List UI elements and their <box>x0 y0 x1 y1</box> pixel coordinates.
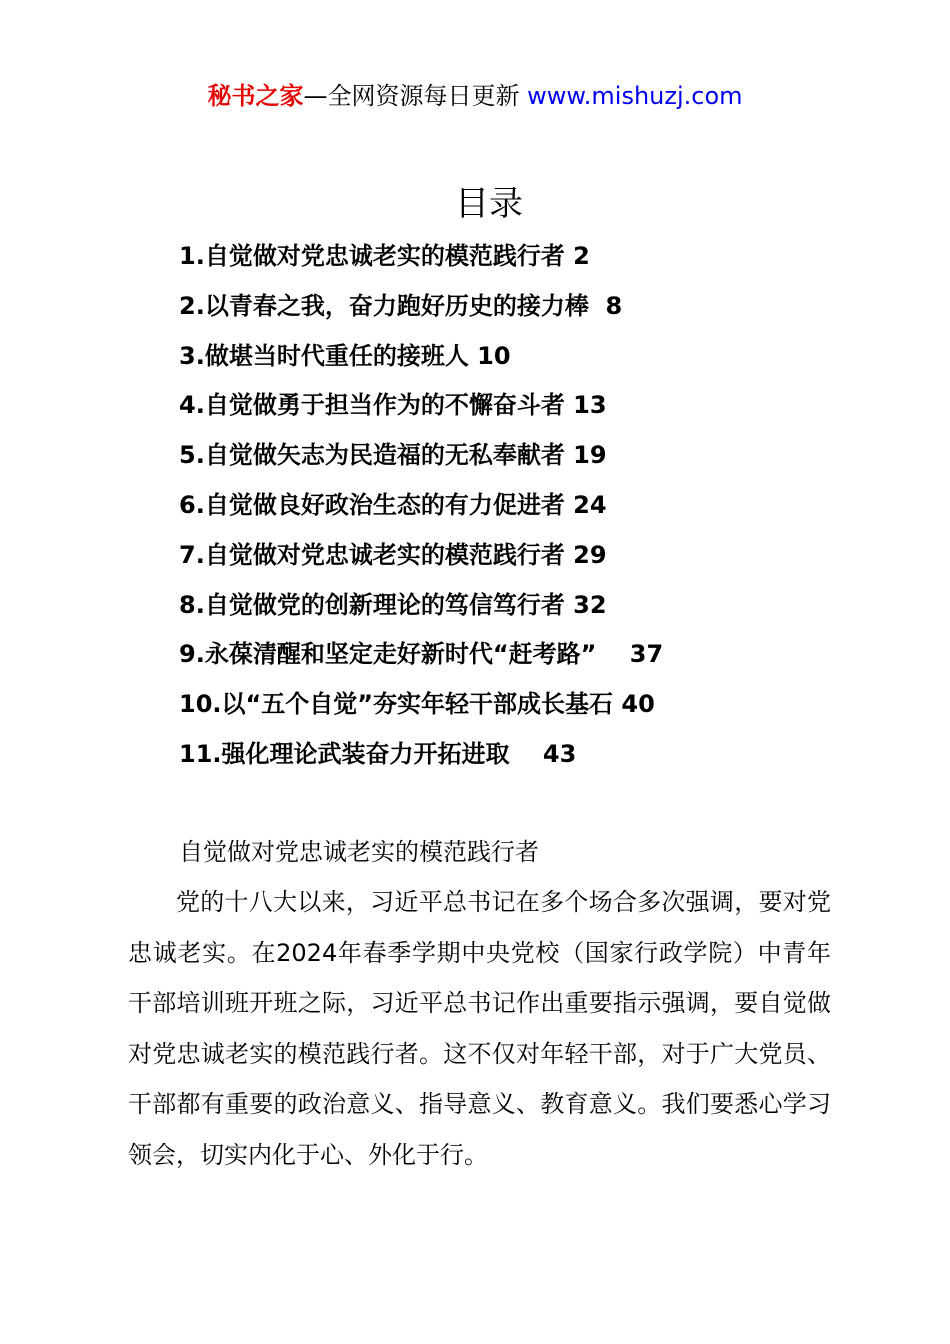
toc-item[interactable]: 11.强化理论武装奋力开拓进取 43 <box>179 739 577 768</box>
table-of-contents <box>179 232 663 780</box>
article-paragraph: 党的十八大以来，习近平总书记在多个场合多次强调，要对党忠诚老实。在2024年春季学期中央党校（国家行政学院）中青年干部培训班开班之际，习近平总书记作出重要指示强调，要自觉做对党忠诚老实的模范践行者。这不仅对年轻干部，对于广大党员、干部都有重要的政治意义、指导意义、教育意义。我们要悉心学习领会，切实内化于心、外化于行。 <box>128 888 831 1169</box>
toc-item[interactable]: 7.自觉做对党忠诚老实的模范践行者 29 <box>179 540 607 569</box>
site-header <box>0 80 950 112</box>
toc-item[interactable]: 8.自觉做党的创新理论的笃信笃行者 32 <box>179 590 607 619</box>
article-heading: 自觉做对党忠诚老实的模范践行者 <box>179 838 539 866</box>
toc-item[interactable]: 2.以青春之我，奋力跑好历史的接力棒 8 <box>179 291 623 320</box>
header-tagline: —全网资源每日更新 <box>303 82 520 110</box>
toc-item[interactable]: 10.以“五个自觉”夯实年轻干部成长基石 40 <box>179 690 655 719</box>
toc-item[interactable]: 4.自觉做勇于担当作为的不懈奋斗者 13 <box>179 391 607 420</box>
toc-title: 目录 <box>455 184 523 224</box>
toc-item[interactable]: 9.永葆清醒和坚定走好新时代“赶考路” 37 <box>179 640 664 669</box>
toc-item[interactable]: 5.自觉做矢志为民造福的无私奉献者 19 <box>179 441 607 470</box>
site-url-link[interactable]: www.mishuzj.com <box>527 82 743 110</box>
toc-item[interactable]: 3.做堪当时代重任的接班人 10 <box>179 341 511 370</box>
brand-name: 秘书之家 <box>207 82 304 110</box>
toc-item[interactable]: 1.自觉做对党忠诚老实的模范践行者 2 <box>179 242 590 270</box>
toc-item[interactable]: 6.自觉做良好政治生态的有力促进者 24 <box>179 490 607 519</box>
